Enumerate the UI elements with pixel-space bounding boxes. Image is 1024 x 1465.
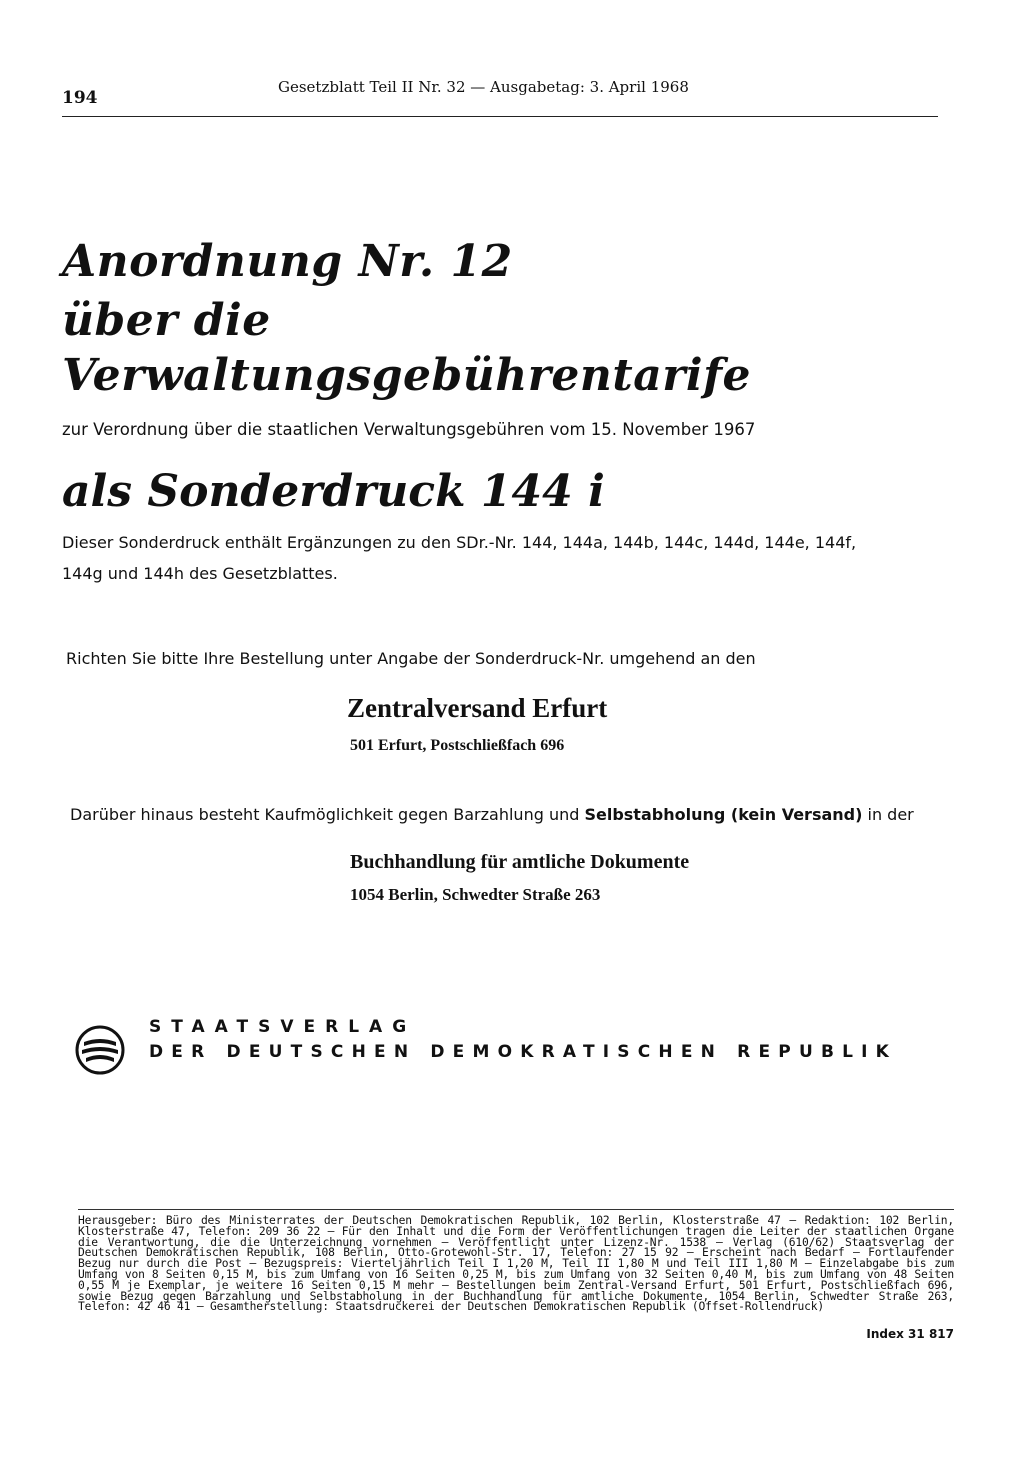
publisher-line-2: DER DEUTSCHEN DEMOKRATISCHEN REPUBLIK [149, 1042, 898, 1062]
footer-rule [78, 1209, 954, 1210]
publisher-line-1: STAATSVERLAG [149, 1017, 417, 1037]
title-line-3: Verwaltungsgebührentarife [62, 350, 752, 401]
purchase-note-suffix: in der [862, 805, 914, 824]
address-2-street: 1054 Berlin, Schwedter Straße 263 [350, 885, 601, 904]
imprint-footer: Herausgeber: Büro des Ministerrates der Deutschen Demokratischen Republik, 102 Berlin, Klosterstraße 47 — Redaktion: 102 Berlin, Klosterstraße 47, Telefon: 209 36 22 — Für den Inhalt und die Form der Veröffentlichungen tragen die Leiter der staatlichen Organe die Verantwortung, die die Unterzeichnung vornehmen — Veröffentlicht unter Lizenz-Nr. 1538 — Verlag (610/62) Staatsverlag der Deutschen Demokratischen Republik, 108 Berlin, Otto-Grotewohl-Str. 17, Telefon: 27 15 92 — Erscheint nach Bedarf — Fortlaufender Bezug nur durch die Post — Bezugspreis: Vierteljährlich Teil I 1,20 M, Teil II 1,80 M und Teil III 1,80 M — Einzelabgabe bis zum Umfang von 8 Seiten 0,15 M, bis zum Umfang von 16 Seiten 0,25 M, bis zum Umfang von 32 Seiten 0,40 M, bis zum Umfang von 48 Seiten 0,55 M je Exemplar, je weitere 16 Seiten 0,15 M mehr — Bestellungen beim Zentral-Versand Erfurt, 501 Erfurt, Postschließfach 696, sowie Bezug gegen Barzahlung und Selbstabholung in der Buchhandlung für amtliche Dokumente, 1054 Berlin, Schwedter Straße 263, Telefon: 42 46 41 — Gesamtherstellung: Staatsdruckerei der Deutschen Demokratischen Republik (Offset-Rollendruck) [78, 1214, 954, 1314]
purchase-note-prefix: Darüber hinaus besteht Kaufmöglichkeit gegen Barzahlung und [70, 805, 585, 824]
title-line-2: über die [62, 295, 271, 346]
address-1-name: Zentralversand Erfurt [347, 693, 608, 723]
publisher-logo-icon [74, 1024, 126, 1076]
subtitle: zur Verordnung über die staatlichen Verwaltungsgebühren vom 15. November 1967 [62, 420, 756, 439]
content-paragraph-line-1: Dieser Sonderdruck enthält Ergänzungen zu den SDr.-Nr. 144, 144a, 144b, 144c, 144d, 144e, 144f, [62, 533, 857, 552]
purchase-note [70, 805, 914, 824]
address-2-name: Buchhandlung für amtliche Dokumente [350, 851, 690, 873]
running-header: Gesetzblatt Teil II Nr. 32 — Ausgabetag: 3. April 1968 [278, 78, 689, 96]
address-1-street: 501 Erfurt, Postschließfach 696 [350, 737, 565, 754]
index-number: Index 31 817 [866, 1327, 954, 1341]
header-rule [62, 116, 938, 117]
special-print-title: als Sonderdruck 144 i [62, 466, 605, 517]
order-instruction: Richten Sie bitte Ihre Bestellung unter Angabe der Sonderdruck-Nr. umgehend an den [66, 649, 756, 668]
page-number: 194 [62, 88, 98, 108]
title-line-1: Anordnung Nr. 12 [62, 236, 513, 287]
content-paragraph-line-2: 144g und 144h des Gesetzblattes. [62, 564, 338, 583]
purchase-note-bold: Selbstabholung (kein Versand) [584, 805, 863, 824]
